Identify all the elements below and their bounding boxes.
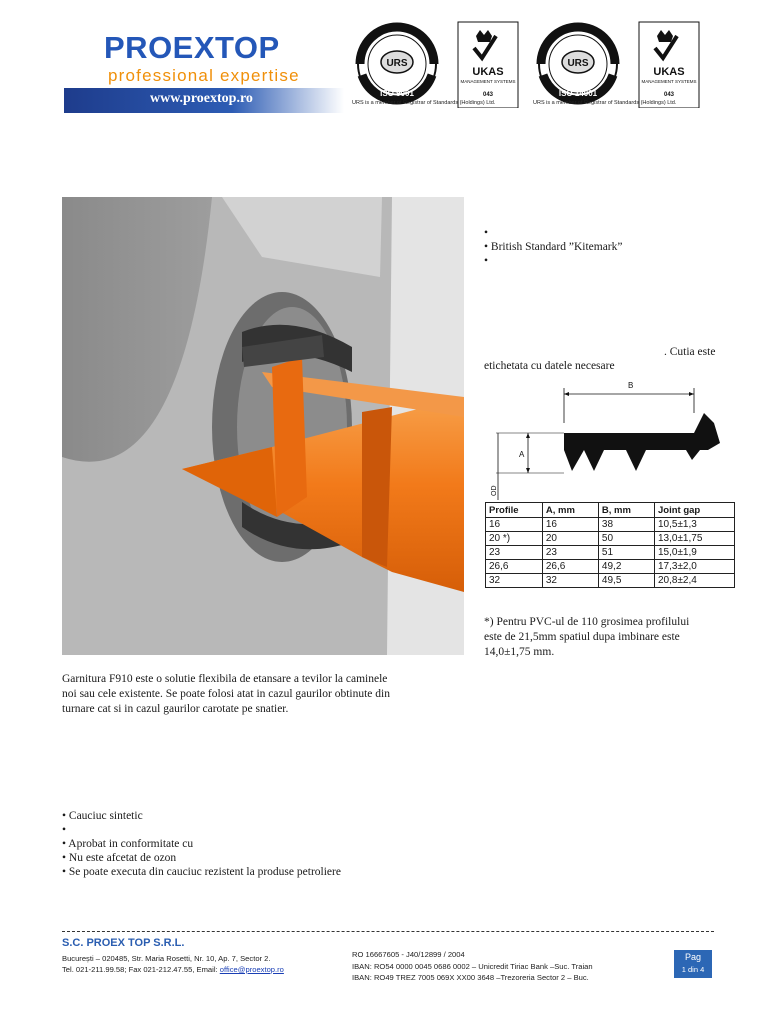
table-row xyxy=(486,560,735,574)
table-cell: 13,0±1,75 xyxy=(654,532,734,546)
table-cell: 16 xyxy=(486,518,543,532)
footer-contact: Tel. 021-211.99.58; Fax 021-212.47.55, Email: office@proextop.ro xyxy=(62,965,284,974)
bullet-item: • British Standard ”Kitemark” xyxy=(484,241,623,253)
footer-iban: IBAN: RO49 TREZ 7005 069X XX00 3648 –Trezoreria Sector 2 – Buc. xyxy=(352,973,589,982)
footer-registration: RO 16667605 - J40/12899 / 2004 xyxy=(352,950,465,959)
table-cell: 20,8±2,4 xyxy=(654,574,734,588)
feature-item: • Se poate executa din cauciuc rezistent la produse petroliere xyxy=(62,866,341,878)
packaging-text-cont: etichetata cu datele necesare xyxy=(484,360,615,372)
bullet-item: • xyxy=(484,255,489,267)
table-header-row xyxy=(486,503,735,518)
table-cell: 49,2 xyxy=(598,560,654,574)
ukas-label: UKAS xyxy=(653,66,685,78)
footnote-line: *) Pentru PVC-ul de 110 grosimea profilului xyxy=(484,616,690,628)
description-line: Garnitura F910 este o solutie flexibila de etansare a tevilor la caminele xyxy=(62,673,388,685)
description-line: turnare cat si in cazul gaurilor carotate pe snatier. xyxy=(62,703,289,715)
certificate-caption: URS is a member of Registrar of Standards (Holdings) Ltd. xyxy=(352,100,496,106)
table-cell: 32 xyxy=(486,574,543,588)
column-header: Joint gap xyxy=(654,503,734,518)
table-cell: 38 xyxy=(598,518,654,532)
table-row xyxy=(486,518,735,532)
urs-center-text: URS xyxy=(386,58,408,69)
feature-item: • xyxy=(62,824,67,836)
iso-14001-certificate xyxy=(533,20,706,108)
footer-address: București – 020485, Str. Maria Rosetti, Nr. 10, Ap. 7, Sector 2. xyxy=(62,954,271,963)
table-cell: 23 xyxy=(486,546,543,560)
product-illustration xyxy=(62,197,464,655)
column-header: B, mm xyxy=(598,503,654,518)
footer-divider xyxy=(62,931,714,932)
footer-iban: IBAN: RO54 0000 0045 0686 0002 – Unicredit Tiriac Bank –Suc. Traian xyxy=(352,962,593,971)
page-number: 1 din 4 xyxy=(681,965,705,974)
logo-tagline: professional expertise xyxy=(108,66,300,85)
table-cell: 50 xyxy=(598,532,654,546)
dimension-b-label: B xyxy=(628,381,634,390)
ukas-subtitle: MANAGEMENT SYSTEMS xyxy=(641,79,697,84)
feature-item: • Cauciuc sintetic xyxy=(62,810,143,822)
page-number-badge xyxy=(674,950,712,978)
feature-item: • Aprobat in conformitate cu xyxy=(62,838,194,850)
column-header: A, mm xyxy=(542,503,598,518)
column-header: Profile xyxy=(486,503,543,518)
iso-standard-label: ISO 9001 xyxy=(380,89,414,98)
table-cell: 26,6 xyxy=(486,560,543,574)
table-cell: 15,0±1,9 xyxy=(654,546,734,560)
ukas-number: 043 xyxy=(663,92,675,98)
table-cell: 20 *) xyxy=(486,532,543,546)
email-link[interactable]: office@proextop.ro xyxy=(219,965,284,974)
footer-company-name: S.C. PROEX TOP S.R.L. xyxy=(62,937,185,949)
table-cell: 49,5 xyxy=(598,574,654,588)
table-cell: 20 xyxy=(542,532,598,546)
profile-spec-table xyxy=(485,502,735,588)
dimension-a-label: A xyxy=(519,450,525,459)
feature-item: • Nu este afcetat de ozon xyxy=(62,852,177,864)
table-cell: 16 xyxy=(542,518,598,532)
footnote-line: 14,0±1,75 mm. xyxy=(484,646,555,658)
table-cell: 26,6 xyxy=(542,560,598,574)
footnote-line: este de 21,5mm spatiul dupa imbinare este xyxy=(484,631,680,643)
dimension-od-label: OD xyxy=(491,485,498,496)
table-row xyxy=(486,532,735,546)
ukas-number: 043 xyxy=(482,92,494,98)
company-logo: PROEXTOP xyxy=(104,30,280,65)
table-cell: 10,5±1,3 xyxy=(654,518,734,532)
table-cell: 32 xyxy=(542,574,598,588)
iso-standard-label: ISO 14001 xyxy=(558,89,598,98)
ukas-label: UKAS xyxy=(472,66,504,78)
packaging-text: . Cutia este xyxy=(664,346,716,358)
ukas-subtitle: MANAGEMENT SYSTEMS xyxy=(460,79,516,84)
table-row xyxy=(486,546,735,560)
description-line: noi sau cele existente. Se poate folosi atat in cazul gaurilor obtinute din xyxy=(62,688,390,700)
certificate-caption: URS is a member of Registrar of Standards (Holdings) Ltd. xyxy=(533,100,677,106)
table-cell: 51 xyxy=(598,546,654,560)
iso-9001-certificate xyxy=(352,20,525,108)
table-cell: 17,3±2,0 xyxy=(654,560,734,574)
profile-cross-section-diagram xyxy=(486,378,736,500)
table-row xyxy=(486,574,735,588)
urs-center-text: URS xyxy=(567,58,589,69)
bullet-item: • xyxy=(484,227,489,239)
logo-url: www.proextop.ro xyxy=(150,91,253,106)
table-cell: 23 xyxy=(542,546,598,560)
page-label: Pag xyxy=(684,952,701,962)
